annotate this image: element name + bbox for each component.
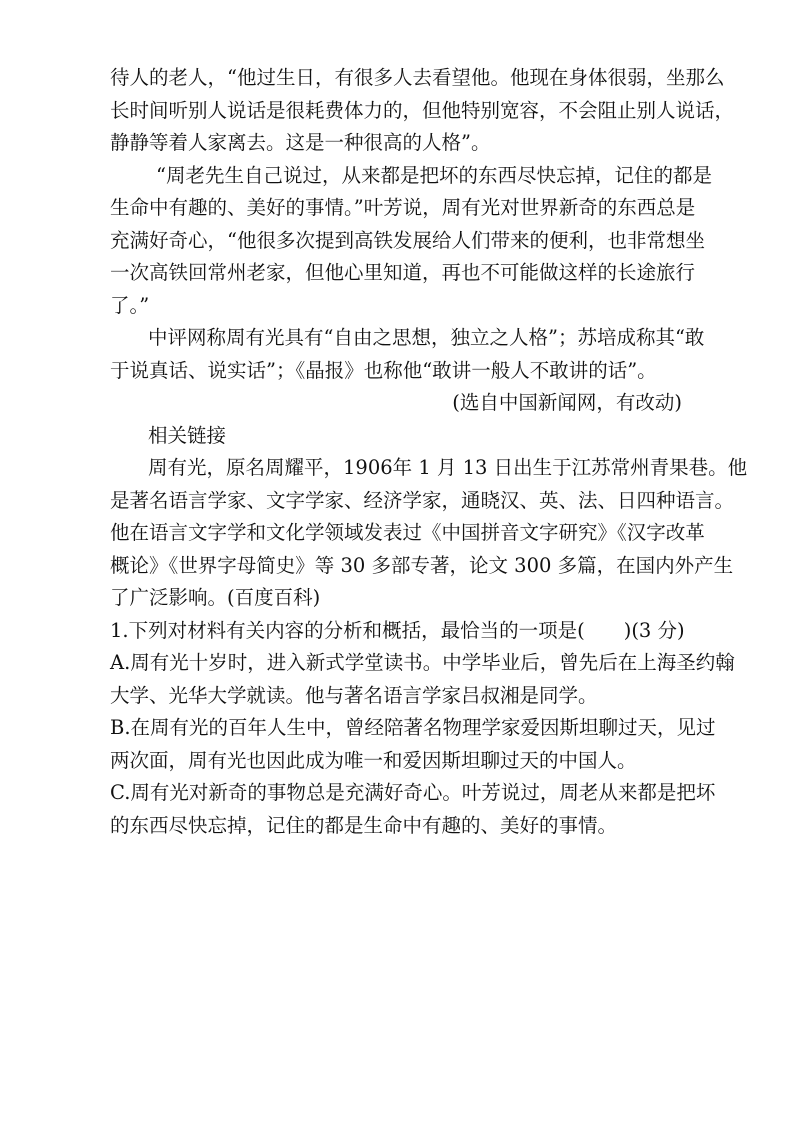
text-line: 大学、光华大学就读。他与著名语言学家吕叔湘是同学。 [110, 683, 598, 707]
question-option-b [110, 712, 716, 777]
source-note: (选自中国新闻网，有改动) [452, 391, 682, 414]
document-page [110, 62, 748, 842]
text-line: 周有光，原名周耀平，1906年 1 月 13 日出生于江苏常州青果巷。他 [148, 456, 748, 479]
related-heading: 相关链接 [148, 423, 227, 447]
text-line: 于说真话、说实话”；《晶报》也称他“敢讲一般人不敢讲的话”。 [110, 358, 657, 382]
question-stem: 1.下列对材料有关内容的分析和概括，最恰当的一项是( )(3 分) [110, 618, 685, 642]
text-line: “周老先生自己说过，从来都是把坏的东西尽快忘掉，记住的都是 [156, 163, 712, 187]
text-line: 长时间听别人说话是很耗费体力的，但他特别宽容，不会阻止别人说话， [110, 98, 735, 122]
text-line: 的东西尽快忘掉，记住的都是生命中有趣的、美好的事情。 [110, 813, 618, 837]
text-line: 生命中有趣的、美好的事情。”叶芳说，周有光对世界新奇的东西总是 [110, 196, 696, 219]
text-line: 充满好奇心，“他很多次提到高铁发展给人们带来的便利，也非常想坐 [110, 228, 705, 252]
article-paragraph-2 [110, 160, 712, 323]
text-line: 是著名语言学家、文字学家、经济学家，通晓汉、英、法、日四种语言。 [110, 488, 735, 512]
question-option-c [110, 777, 716, 842]
text-line: 一次高铁回常州老家，但他心里知道，再也不可能做这样的长途旅行 [110, 261, 696, 284]
text-line: 中评网称周有光具有“自由之思想，独立之人格”；苏培成称其“敢 [148, 326, 705, 349]
text-line: 待人的老人，“他过生日，有很多人去看望他。他现在身体很弱，坐那么 [110, 66, 725, 89]
related-paragraph [110, 452, 748, 615]
text-line: B.在周有光的百年人生中，曾经陪著名物理学家爱因斯坦聊过天，见过 [110, 716, 716, 739]
text-line: A.周有光十岁时，进入新式学堂读书。中学毕业后，曾先后在上海圣约翰 [110, 651, 735, 674]
text-line: 了。” [110, 293, 150, 317]
text-line: 静静等着人家离去。这是一种很高的人格”。 [110, 131, 491, 154]
text-line: C.周有光对新奇的事物总是充满好奇心。叶芳说过，周老从来都是把坏 [110, 781, 716, 804]
text-line: 他在语言文字学和文化学领域发表过《中国拼音文字研究》《汉字改革 [110, 521, 705, 544]
article-paragraph-3 [110, 322, 705, 387]
text-line: 概论》《世界字母简史》等 30 多部专著，论文 300 多篇，在国内外产生 [110, 553, 734, 577]
article-paragraph-1 [110, 62, 735, 160]
question-option-a [110, 647, 735, 712]
text-line: 两次面，周有光也因此成为唯一和爱因斯坦聊过天的中国人。 [110, 748, 637, 772]
text-line: 了广泛影响。(百度百科) [110, 586, 321, 609]
